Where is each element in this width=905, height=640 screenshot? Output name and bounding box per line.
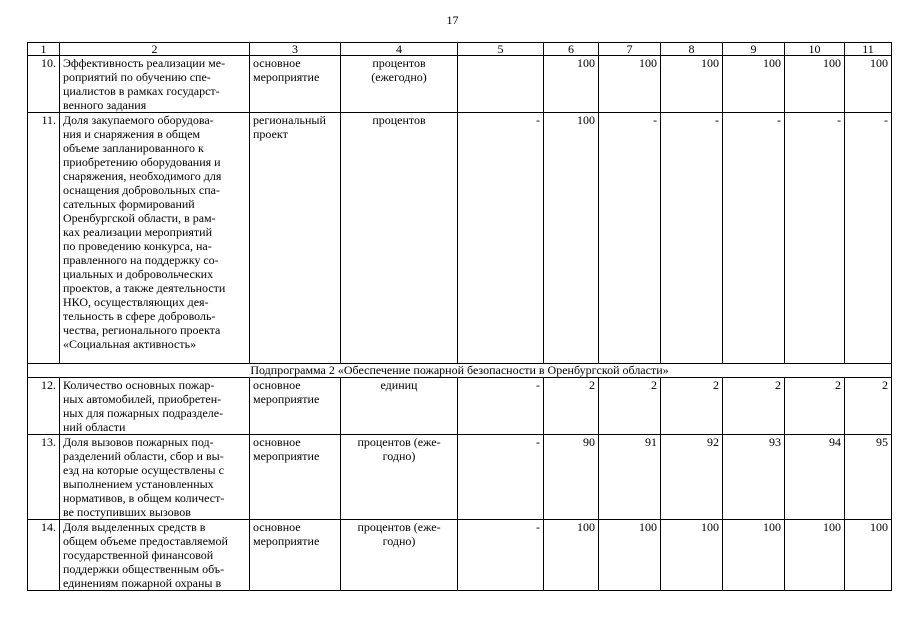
header-cell: 10 (785, 43, 845, 56)
indicator-unit: процентов (341, 113, 458, 364)
value-col-7: 91 (599, 435, 661, 520)
value-col-8: 2 (661, 378, 723, 435)
value-col-11: 95 (845, 435, 892, 520)
row-number: 11. (28, 113, 60, 364)
header-cell: 9 (723, 43, 785, 56)
value-col-9: - (723, 113, 785, 364)
header-cell: 8 (661, 43, 723, 56)
section-title: Подпрограмма 2 «Обеспечение пожарной безопасности в Оренбургской области» (28, 364, 892, 378)
row-number: 12. (28, 378, 60, 435)
value-col-11: - (845, 113, 892, 364)
value-col-5: - (458, 435, 544, 520)
header-row (28, 43, 892, 56)
section-row (28, 364, 892, 378)
header-cell: 5 (458, 43, 544, 56)
header-cell: 1 (28, 43, 60, 56)
value-col-10: - (785, 113, 845, 364)
indicator-name: Доля закупаемого оборудова- ния и снаряжения в общем объеме запланированного к приобретению оборудования и снаряжения, необходимого для оснащения добровольных спа- сательных формирований Оренбургской области, в рам- ках реализации мероприятий по проведению конкурса, на- правленного на поддержку со- циальных и добровольческих проектов, а также деятельности НКО, осуществляющих дея- тельность в сфере доброволь- чества, регионального проекта «Социальная активность» (60, 113, 250, 364)
value-col-9: 93 (723, 435, 785, 520)
value-col-7: 2 (599, 378, 661, 435)
value-col-10: 2 (785, 378, 845, 435)
header-cell: 6 (544, 43, 599, 56)
value-col-9: 100 (723, 520, 785, 591)
row-number: 13. (28, 435, 60, 520)
indicator-name: Доля вызовов пожарных под- разделений области, сбор и вы- езд на которые осуществлены с выполнением установленных нормативов, в общем количест- ве поступивших вызовов (60, 435, 250, 520)
value-col-5: - (458, 378, 544, 435)
indicator-unit: процентов (ежегодно) (341, 56, 458, 113)
indicator-type: основное мероприятие (250, 435, 341, 520)
value-col-5 (458, 56, 544, 113)
value-col-10: 100 (785, 520, 845, 591)
value-col-6: 90 (544, 435, 599, 520)
indicator-unit: единиц (341, 378, 458, 435)
value-col-5: - (458, 113, 544, 364)
table-row (28, 113, 892, 364)
value-col-7: 100 (599, 520, 661, 591)
value-col-10: 100 (785, 56, 845, 113)
table-row (28, 435, 892, 520)
value-col-8: 92 (661, 435, 723, 520)
indicator-name: Доля выделенных средств в общем объеме предоставляемой государственной финансовой поддержки общественным объ- единениям пожарной охраны в (60, 520, 250, 591)
header-cell: 11 (845, 43, 892, 56)
value-col-8: - (661, 113, 723, 364)
indicator-type: региональный проект (250, 113, 341, 364)
indicator-unit: процентов (еже- годно) (341, 435, 458, 520)
value-col-6: 100 (544, 113, 599, 364)
value-col-11: 100 (845, 56, 892, 113)
header-cell: 3 (250, 43, 341, 56)
indicator-name: Эффективность реализации ме- роприятий по обучению спе- циалистов в рамках государст- венного задания (60, 56, 250, 113)
value-col-9: 2 (723, 378, 785, 435)
row-number: 10. (28, 56, 60, 113)
value-col-11: 100 (845, 520, 892, 591)
value-col-6: 2 (544, 378, 599, 435)
value-col-11: 2 (845, 378, 892, 435)
indicators-table (27, 42, 892, 591)
indicator-type: основное мероприятие (250, 56, 341, 113)
header-cell: 7 (599, 43, 661, 56)
indicator-unit: процентов (еже- годно) (341, 520, 458, 591)
table-row (28, 378, 892, 435)
row-number: 14. (28, 520, 60, 591)
table-row (28, 520, 892, 591)
value-col-9: 100 (723, 56, 785, 113)
value-col-6: 100 (544, 56, 599, 113)
value-col-7: - (599, 113, 661, 364)
indicator-type: основное мероприятие (250, 378, 341, 435)
header-cell: 2 (60, 43, 250, 56)
value-col-8: 100 (661, 520, 723, 591)
value-col-7: 100 (599, 56, 661, 113)
header-cell: 4 (341, 43, 458, 56)
indicator-name: Количество основных пожар- ных автомобилей, приобретен- ных для пожарных подразделе- ний области (60, 378, 250, 435)
value-col-6: 100 (544, 520, 599, 591)
value-col-8: 100 (661, 56, 723, 113)
value-col-5: - (458, 520, 544, 591)
table-row (28, 56, 892, 113)
page-number: 17 (446, 13, 459, 27)
indicator-type: основное мероприятие (250, 520, 341, 591)
value-col-10: 94 (785, 435, 845, 520)
